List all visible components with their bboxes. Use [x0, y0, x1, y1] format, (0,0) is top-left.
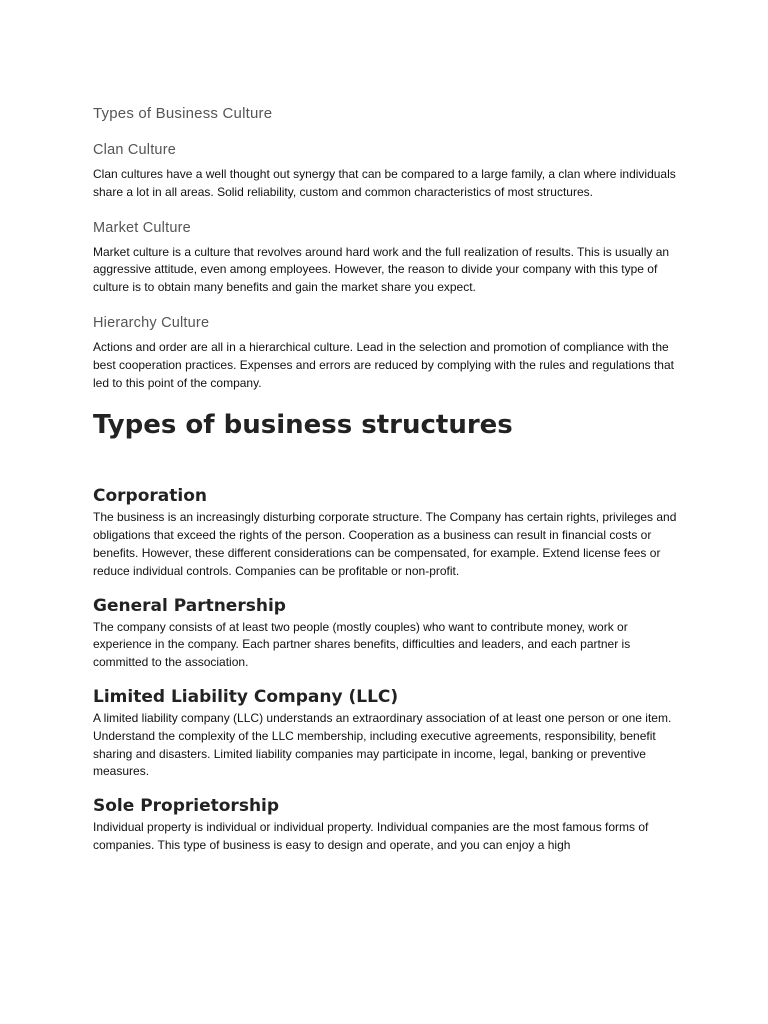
clan-culture-heading: Clan Culture	[93, 142, 176, 158]
structures-section-title: Types of business structures	[93, 410, 513, 441]
market-culture-heading: Market Culture	[93, 219, 191, 236]
page-content	[93, 104, 678, 869]
general-partnership-body: The company consists of at least two people (mostly couples) who want to contribute money, work or experience in the company. Each partner shares benefits, difficulties and leaders, and each partner is committed to the association.	[93, 619, 631, 670]
corporation-body: The business is an increasingly disturbing corporate structure. The Company has certain rights, privileges and obligations that exceed the rights of the person. Cooperation as a business can result in financial costs or benefits. However, these different considerations can be compensated, for example. Extend license fees or reduce individual controls. Companies can be profitable or non-profit.	[93, 510, 677, 578]
corporation-heading: Corporation	[93, 486, 207, 507]
culture-section-title: Types of Business Culture	[93, 105, 273, 122]
hierarchy-culture-body: Actions and order are all in a hierarchical culture. Lead in the selection and promotion of compliance with the best cooperation practices. Expenses and errors are reduced by complying with the rules and regulations that led to this point of the company.	[93, 339, 674, 390]
llc-body: A limited liability company (LLC) understands an extraordinary association of at least one person or one item. Understand the complexity of the LLC membership, including executive agreements, responsibility, benefit sharing and disasters. Limited liability companies may participate in income, legal, banking or preventive measures.	[93, 710, 672, 779]
sole-proprietorship-heading: Sole Proprietorship	[93, 796, 280, 817]
llc-heading: Limited Liability Company (LLC)	[93, 686, 399, 707]
general-partnership-heading: General Partnership	[93, 595, 286, 616]
sole-proprietorship-body: Individual property is individual or individual property. Individual companies are the most famous forms of companies. This type of business is easy to design and operate, and you can enjoy a high	[93, 820, 649, 852]
market-culture-body: Market culture is a culture that revolves around hard work and the full realization of results. This is usually an aggressive attitude, even among employees. However, the reason to divide your company with this type of culture is to obtain many benefits and gain the market share you expect.	[93, 244, 670, 295]
hierarchy-culture-heading: Hierarchy Culture	[93, 314, 210, 331]
clan-culture-body: Clan cultures have a well thought out synergy that can be compared to a large family, a clan where individuals share a lot in all areas. Solid reliability, custom and common characteristics of most structures.	[93, 167, 676, 199]
